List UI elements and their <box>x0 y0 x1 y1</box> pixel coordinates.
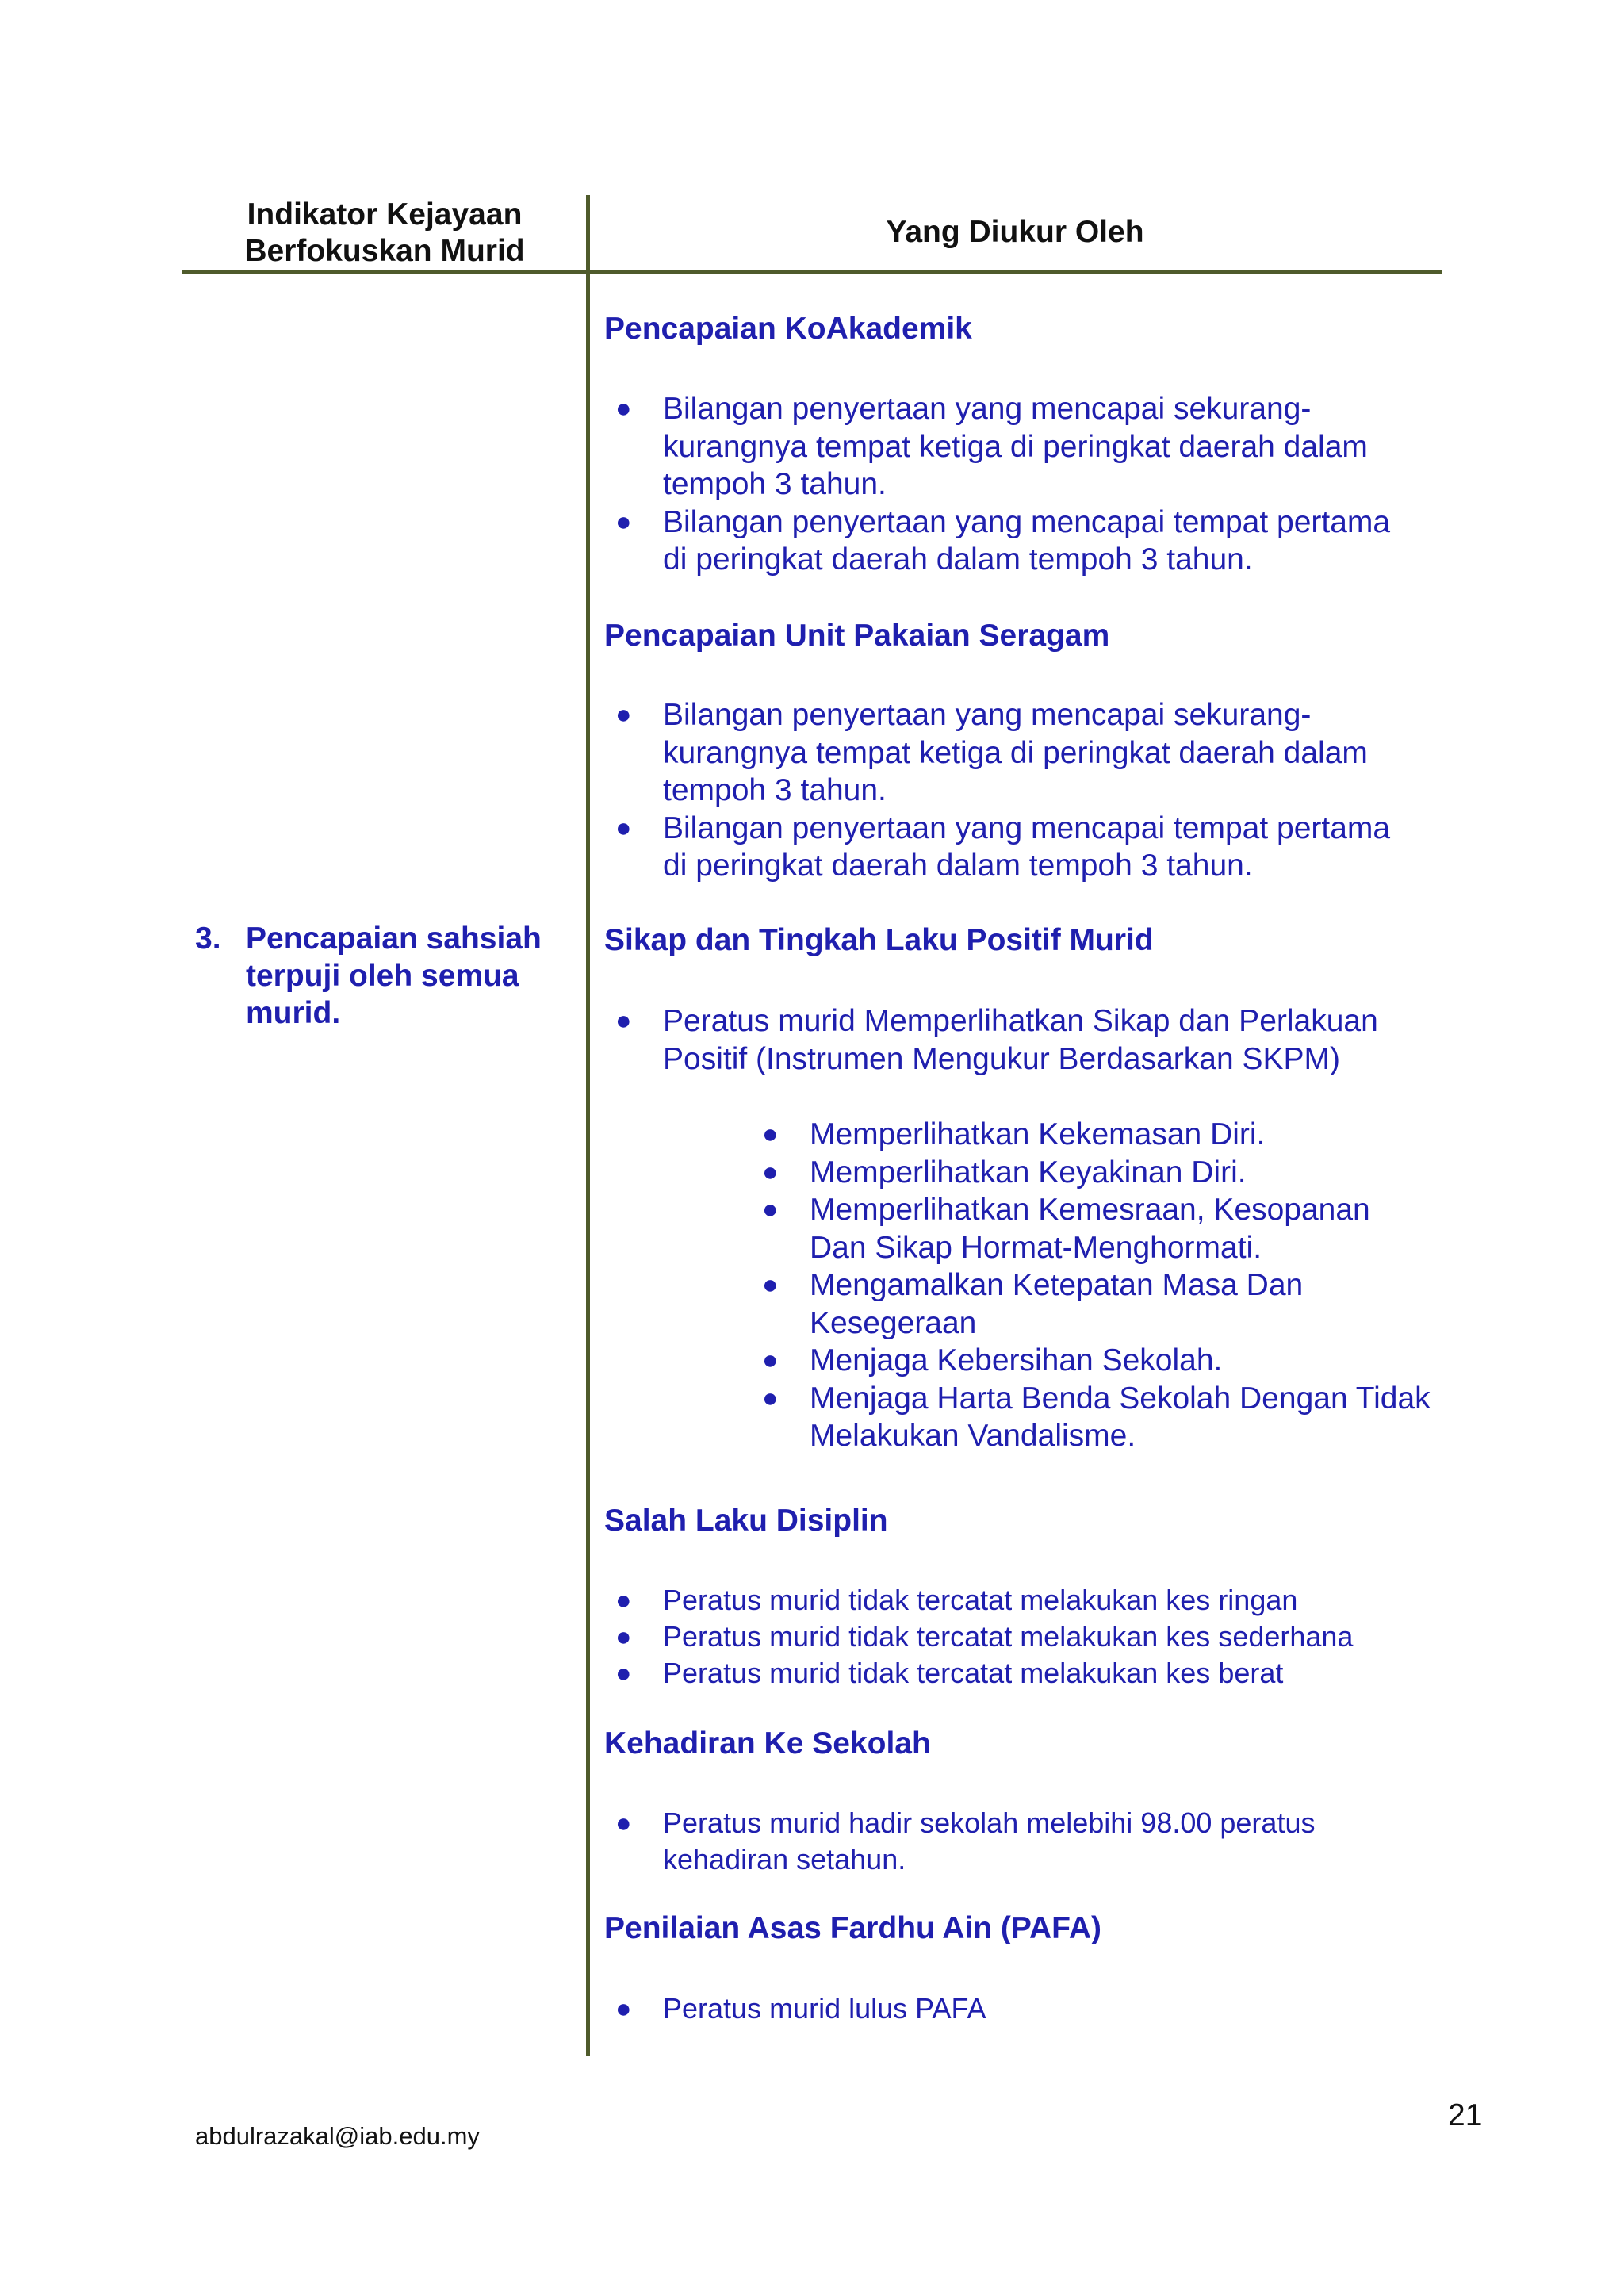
bullet-icon: ● <box>762 1119 779 1149</box>
table-column-divider <box>586 195 590 2056</box>
list-item <box>604 1619 1421 1655</box>
list-item <box>604 504 1421 579</box>
bullet-icon: ● <box>762 1194 779 1224</box>
bullet-icon: ● <box>615 1622 632 1652</box>
list-item-text: Menjaga Harta Benda Sekolah Dengan Tidak Melakukan Vandalisme. <box>810 1381 1431 1453</box>
list-item <box>604 1002 1421 1078</box>
section-list-sikap <box>604 1002 1421 1078</box>
bullet-icon: ● <box>762 1270 779 1300</box>
bullet-icon: ● <box>615 1585 632 1615</box>
table-header-rule <box>182 270 1442 274</box>
list-item-text: Memperlihatkan Kemesraan, Kesopanan Dan Sikap Hormat-Menghormati. <box>810 1193 1370 1265</box>
list-item-text: Bilangan penyertaan yang mencapai sekurang-kurangnya tempat ketiga di peringkat daerah dalam tempoh 3 tahun. <box>663 392 1368 501</box>
bullet-icon: ● <box>615 812 632 843</box>
bullet-icon: ● <box>615 1006 632 1036</box>
section-list-salah-laku <box>604 1582 1421 1692</box>
header-indikator-line2: Berfokuskan Murid <box>244 234 525 268</box>
bullet-icon: ● <box>615 1658 632 1688</box>
list-item-text: Memperlihatkan Keyakinan Diri. <box>810 1155 1247 1190</box>
bullet-icon: ● <box>615 393 632 423</box>
indicator-item <box>195 920 576 1032</box>
list-item <box>751 1342 1433 1380</box>
list-item <box>604 696 1421 810</box>
list-item-text: Peratus murid tidak tercatat melakukan kes sederhana <box>663 1620 1354 1653</box>
list-item-text: Menjaga Kebersihan Sekolah. <box>810 1343 1223 1377</box>
list-item <box>751 1266 1433 1342</box>
list-item-text: Bilangan penyertaan yang mencapai sekurang-kurangnya tempat ketiga di peringkat daerah dalam tempoh 3 tahun. <box>663 698 1368 807</box>
header-indikator <box>182 197 587 270</box>
header-indikator-line1: Indikator Kejayaan <box>247 197 523 232</box>
bullet-icon: ● <box>762 1345 779 1375</box>
list-item-text: Bilangan penyertaan yang mencapai tempat pertama di peringkat daerah dalam tempoh 3 tahun. <box>663 504 1391 577</box>
section-list-kehadiran <box>604 1805 1421 1878</box>
footer-email: abdulrazakal@iab.edu.my <box>195 2122 480 2150</box>
list-item-text: Bilangan penyertaan yang mencapai tempat pertama di peringkat daerah dalam tempoh 3 tahun. <box>663 810 1391 883</box>
list-item <box>751 1191 1433 1266</box>
bullet-icon: ● <box>615 506 632 537</box>
header-diukur-oleh: Yang Diukur Oleh <box>886 215 1144 249</box>
list-item <box>604 1990 1421 2027</box>
bullet-icon: ● <box>762 1156 779 1187</box>
section-sublist-sikap <box>751 1116 1433 1455</box>
list-item <box>604 1805 1421 1878</box>
section-title-kehadiran: Kehadiran Ke Sekolah <box>604 1726 931 1761</box>
list-item-text: Memperlihatkan Kekemasan Diri. <box>810 1117 1266 1151</box>
section-title-salah-laku: Salah Laku Disiplin <box>604 1504 888 1538</box>
list-item-text: Peratus murid hadir sekolah melebihi 98.00 peratus kehadiran setahun. <box>663 1806 1316 1875</box>
list-item <box>751 1116 1433 1154</box>
list-item-text: Peratus murid tidak tercatat melakukan kes berat <box>663 1657 1284 1689</box>
bullet-icon: ● <box>615 1808 632 1838</box>
indicator-number: 3. <box>195 921 221 956</box>
list-item-text: Peratus murid lulus PAFA <box>663 1992 986 2025</box>
list-item <box>604 390 1421 504</box>
list-item <box>604 1655 1421 1692</box>
section-title-unit-pakaian: Pencapaian Unit Pakaian Seragam <box>604 619 1110 653</box>
list-item-text: Mengamalkan Ketepatan Masa Dan Kesegeraan <box>810 1268 1304 1340</box>
bullet-icon: ● <box>615 699 632 730</box>
bullet-icon: ● <box>762 1382 779 1413</box>
list-item <box>751 1380 1433 1455</box>
section-title-sikap: Sikap dan Tingkah Laku Positif Murid <box>604 923 1154 957</box>
page-number: 21 <box>1448 2098 1483 2132</box>
section-list-pafa <box>604 1990 1421 2027</box>
section-title-koakademik: Pencapaian KoAkademik <box>604 312 972 346</box>
section-list-unit-pakaian <box>604 696 1421 885</box>
bullet-icon: ● <box>615 1994 632 2024</box>
section-list-koakademik <box>604 390 1421 579</box>
list-item-text: Peratus murid Memperlihatkan Sikap dan Perlakuan Positif (Instrumen Mengukur Berdasarkan SKPM) <box>663 1004 1378 1076</box>
list-item <box>751 1154 1433 1192</box>
list-item <box>604 810 1421 885</box>
section-title-pafa: Penilaian Asas Fardhu Ain (PAFA) <box>604 1911 1101 1945</box>
list-item-text: Peratus murid tidak tercatat melakukan kes ringan <box>663 1584 1298 1616</box>
indicator-text: Pencapaian sahsiah terpuji oleh semua murid. <box>246 921 542 1030</box>
list-item <box>604 1582 1421 1619</box>
